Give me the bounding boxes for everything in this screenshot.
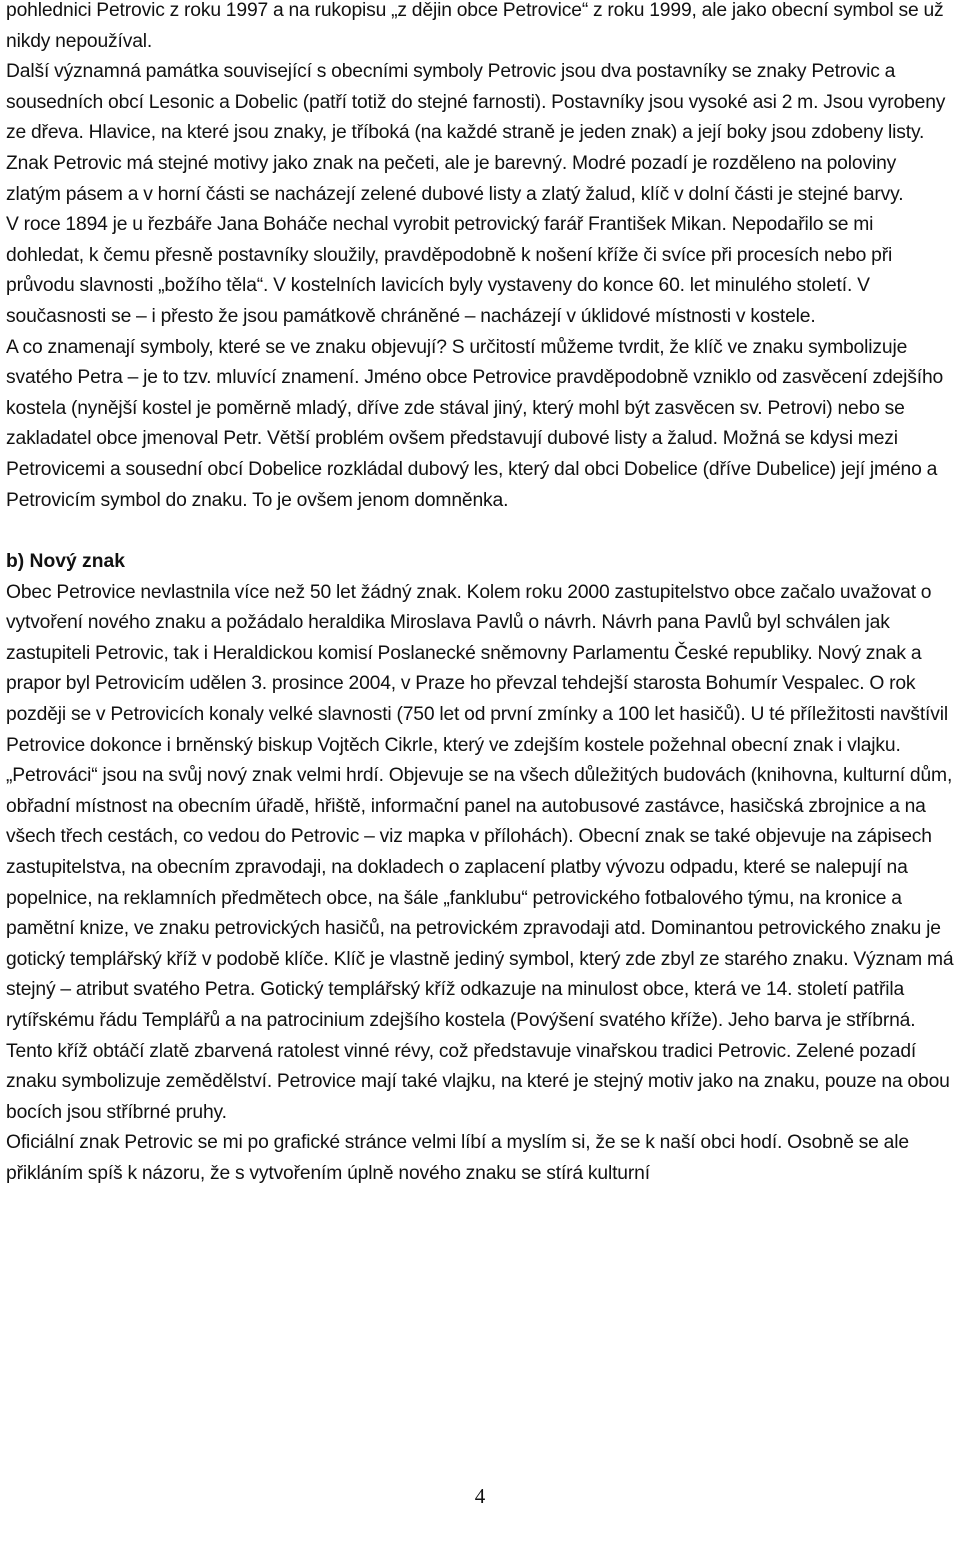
document-page bbox=[6, 0, 954, 1190]
page-number: 4 bbox=[474, 1484, 486, 1508]
paragraph-personal-opinion: Oficiální znak Petrovic se mi po grafické stránce velmi líbí a myslím si, že se k naší obci hodí. Osobně se ale přikláním spíš k názoru, že s vytvořením úplně nového znaku se stírá kulturní bbox=[6, 1132, 909, 1184]
paragraph-history-1894: V roce 1894 je u řezbáře Jana Boháče nechal vyrobit petrovický farář František Mikan. Nepodařilo se mi dohledat, k čemu přesně postavníky sloužily, pravděpodobně k nošení kříže či svíce při procesích nebo při průvodu slavnosti „božího těla“. V kostelních lavicích byly vystaveny do konce 60. let minulého století. V současnosti se – i přesto že jsou památkově chráněné – nacházejí v úklidové místnosti v kostele. bbox=[6, 214, 893, 327]
paragraph-emblem-usage: „Petrováci“ jsou na svůj nový znak velmi hrdí. Objevuje se na všech důležitých budovách (knihovna, kulturní dům, obřadní místnost na obecním úřadě, hřiště, informační panel na autobusové zastávce, hasičská zbrojnice a na všech třech cestách, co vedou do Petrovic – viz mapka v přílohách). Obecní znak se také objevuje na zápisech zastupitelstva, na obecním zpravodaji, na dokladech o zaplacení platby vývozu odpadu, které se nalepují na popelnice, na reklamních předmětech obce, na šále „fanklubu“ petrovického fotbalového týmu, na kronice a pamětní knize, ve znaku petrovických hasičů, na petrovickém zpravodaji atd. Dominantou petrovického znaku je gotický templářský kříž v podobě klíče. Klíč je vlastně jediný symbol, který zde zbyl ze starého znaku. Význam má stejný – atribut svatého Petra. Gotický templářský kříž odkazuje na minulost obce, která ve 14. století patřila rytířskému řádu Templářů a na patrocinium zdejšího kostela (Povýšení svatého kříže). Jeho barva je stříbrná. Tento kříž obtáčí zlatě zbarvená ratolest vinné révy, což představuje vinařskou tradici Petrovic. Zelené pozadí znaku symbolizuje zemědělství. Petrovice mají také vlajku, na které je stejný motiv jako na znaku, pouze na obou bocích jsou stříbrné pruhy. bbox=[6, 765, 954, 1123]
paragraph-new-emblem-history: Obec Petrovice nevlastnila více než 50 let žádný znak. Kolem roku 2000 zastupitelstvo obce začalo uvažovat o vytvoření nového znaku a požádalo heraldika Miroslava Pavlů o návrh. Návrh pana Pavlů byl schválen jak zastupiteli Petrovic, tak i Heraldickou komisí Poslanecké sněmovny Parlamentu České republiky. Nový znak a prapor byl Petrovicím udělen 3. prosince 2004, v Praze ho převzal tehdejší starosta Bohumír Vespalec. O rok později se v Petrovicích konaly velké slavnosti (750 let od první zmínky a 100 let hasičů). U té příležitosti navštívil Petrovice dokonce i brněnský biskup Vojtěch Cikrle, který ve zdejším kostele požehnal obecní znak i vlajku. bbox=[6, 581, 949, 756]
paragraph-intro-continuation: pohlednici Petrovic z roku 1997 a na rukopisu „z dějin obce Petrovice“ z roku 1999, ale jako obecní symbol se už nikdy nepoužíval. bbox=[6, 0, 944, 52]
paragraph-symbol-meaning: A co znamenají symboly, které se ve znaku objevují? S určitostí můžeme tvrdit, že klíč ve znaku symbolizuje svatého Petra – je to tzv. mluvící znamení. Jméno obce Petrovice pravděpodobně vzniklo od zasvěcení zdejšího kostela (nynější kostel je poměrně mladý, dříve zde stával jiný, který mohl být zasvěcen sv. Petrovi) nebo se zakladatel obce jmenoval Petr. Větší problém ovšem představují dubové listy a žalud. Možná se kdysi mezi Petrovicemi a sousední obcí Dobelice rozkládal dubový les, který dal obci Dobelice (dříve Dubelice) její jméno a Petrovicím symbol do znaku. To je ovšem jenom domněnka. bbox=[6, 336, 944, 511]
section-heading-new-emblem: b) Nový znak bbox=[6, 551, 125, 573]
section-spacer bbox=[6, 516, 954, 547]
paragraph-postavniky: Další významná památka související s obecními symboly Petrovic jsou dva postavníky se znaky Petrovic a sousedních obcí Lesonic a Dobelic (patří totiž do stejné farnosti). Postavníky jsou vysoké asi 2 m. Jsou vyrobeny ze dřeva. Hlavice, na které jsou znaky, je tříboká (na každé straně je jeden znak) a její boky jsou zdobeny listy. Znak Petrovic má stejné motivy jako znak na pečeti, ale je barevný. Modré pozadí je rozděleno na poloviny zlatým pásem a v horní části se nacházejí zelené dubové listy a zlatý žalud, klíč v dolní části je stejné barvy. bbox=[6, 61, 946, 205]
